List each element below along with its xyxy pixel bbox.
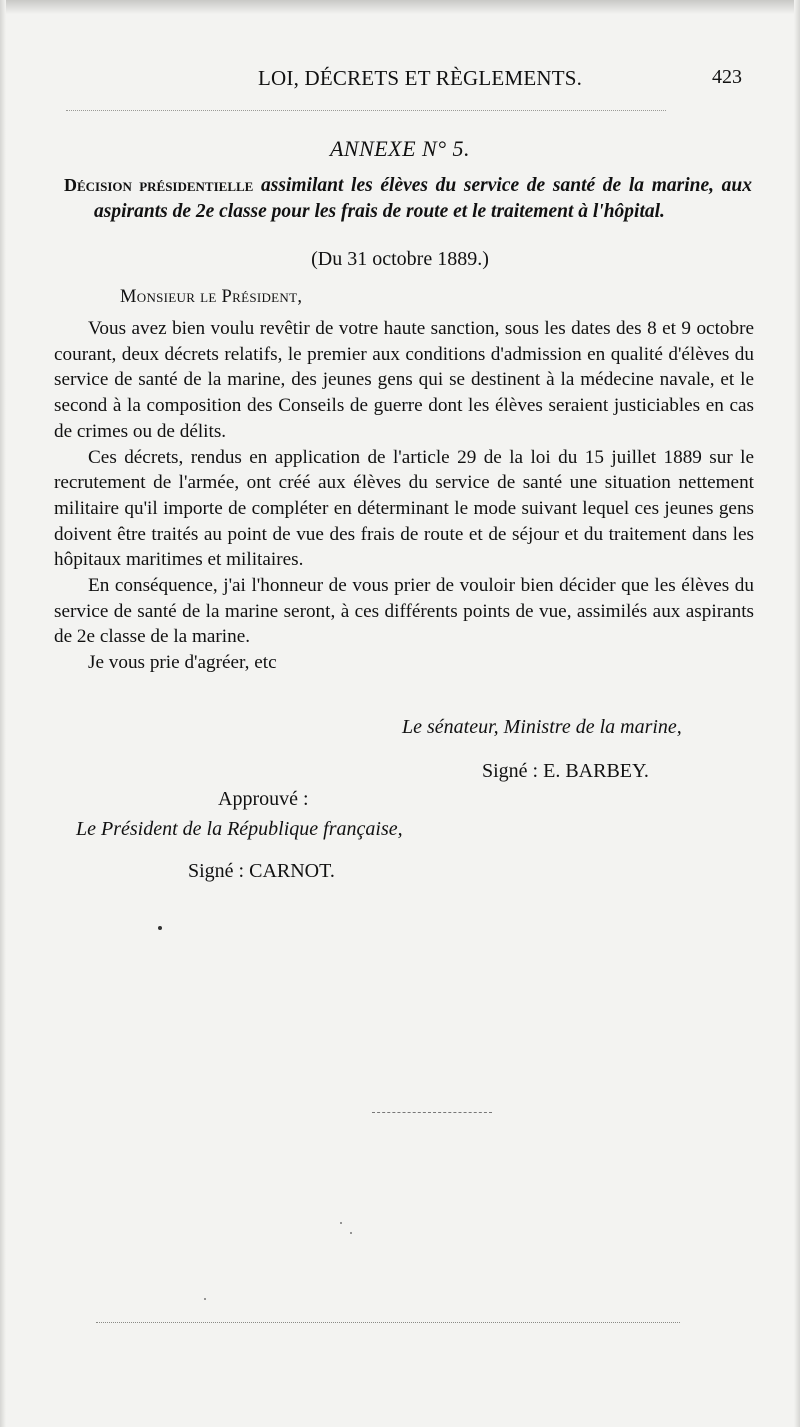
- page-number: 423: [712, 66, 742, 88]
- decision-date: (Du 31 octobre 1889.): [311, 248, 489, 270]
- decision-subject: assimilant les élèves du service de santé de la marine, aux aspirants de 2e classe pour les frais de route et le traitement à l'hôpital.: [94, 175, 753, 222]
- section-end-rule: [372, 1112, 492, 1113]
- paragraph: Je vous prie d'agréer, etc: [88, 652, 277, 674]
- decision-lead: Décision présidentielle: [64, 175, 254, 195]
- running-head: [0, 66, 800, 96]
- salutation: Monsieur le Président,: [120, 287, 303, 307]
- page-edge-shadow: [0, 0, 6, 1427]
- page-edge-shadow: [0, 0, 800, 14]
- minister-signature: Signé : E. BARBEY.: [482, 760, 649, 782]
- paragraph: Vous avez bien voulu revêtir de votre haute sanction, sous les dates des 8 et 9 octobre courant, deux décrets relatifs, le premier aux conditions d'admission en qualité d'élèves du service de santé de la marine, des jeunes gens qui se destinent à la médecine navale, et le second à la composition des Conseils de guerre dont les élèves seraient justiciables en cas de crimes ou de délits.: [54, 318, 754, 442]
- page-edge-shadow: [794, 0, 800, 1427]
- scan-speck: [350, 1232, 352, 1234]
- paragraph: En conséquence, j'ai l'honneur de vous prier de vouloir bien décider que les élèves du service de santé de la marine seront, à ces différents points de vue, assimilés aux aspirants de 2e classe de la marine.: [54, 575, 754, 648]
- minister-role: Le sénateur, Ministre de la marine,: [402, 716, 682, 738]
- scan-speck: [340, 1222, 342, 1224]
- annex-heading: ANNEXE N° 5.: [329, 136, 471, 161]
- approval-label: Approuvé :: [218, 788, 309, 810]
- president-role: Le Président de la République française,: [76, 818, 403, 840]
- scan-speck: [204, 1298, 206, 1300]
- decision-title: [64, 172, 752, 225]
- bottom-rule: [96, 1322, 680, 1323]
- president-signature: Signé : CARNOT.: [188, 860, 335, 882]
- header-divider: [66, 110, 666, 111]
- running-title: LOI, DÉCRETS ET RÈGLEMENTS.: [258, 66, 583, 90]
- letter-body: [54, 316, 754, 676]
- ink-dot: [158, 926, 162, 930]
- paragraph: Ces décrets, rendus en application de l'article 29 de la loi du 15 juillet 1889 sur le recrutement de l'armée, ont créé aux élèves du service de santé une situation nettement militaire qu'il importe de compléter en déterminant le mode suivant lequel ces jeunes gens doivent être traités au point de vue des frais de route et de séjour et du traitement dans les hôpitaux maritimes et militaires.: [54, 446, 754, 571]
